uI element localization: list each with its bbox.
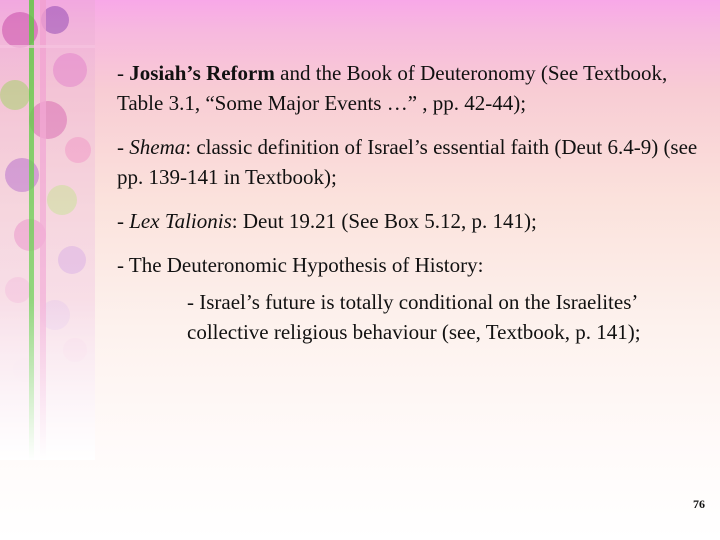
bullet-text: : Deut 19.21 (See Box 5.12, p. 141); xyxy=(231,209,537,233)
sub-bullet: - Israel’s future is totally conditional on the Israelites’ collective religious behaviour (see, Textbook, p. 141); xyxy=(187,290,641,344)
bullet-list xyxy=(117,58,707,294)
decorative-floral-strip xyxy=(0,0,95,460)
bullet-prefix: - xyxy=(117,209,130,233)
bullet-text: : classic definition of Israel’s essential faith (Deut 6.4-9) (see pp. 139-141 in Textbook); xyxy=(117,135,698,189)
bullet-item xyxy=(117,250,707,280)
bullet-lead-italic: Lex Talionis xyxy=(129,209,232,233)
bullet-text: - The Deuteronomic Hypothesis of History: xyxy=(117,253,484,277)
bullet-prefix: - xyxy=(117,61,130,85)
bullet-item xyxy=(117,132,707,192)
bullet-lead-italic: Shema xyxy=(129,135,186,159)
bullet-text: and the Book of Deuteronomy (See Textbook, Table 3.1, “Some Major Events …” , pp. 42-44); xyxy=(117,61,668,115)
bullet-item xyxy=(117,58,707,118)
bullet-prefix: - xyxy=(117,135,130,159)
bullet-item xyxy=(117,206,707,236)
page-number: 76 xyxy=(693,497,705,511)
bullet-lead-bold: Josiah’s Reform xyxy=(129,61,275,85)
